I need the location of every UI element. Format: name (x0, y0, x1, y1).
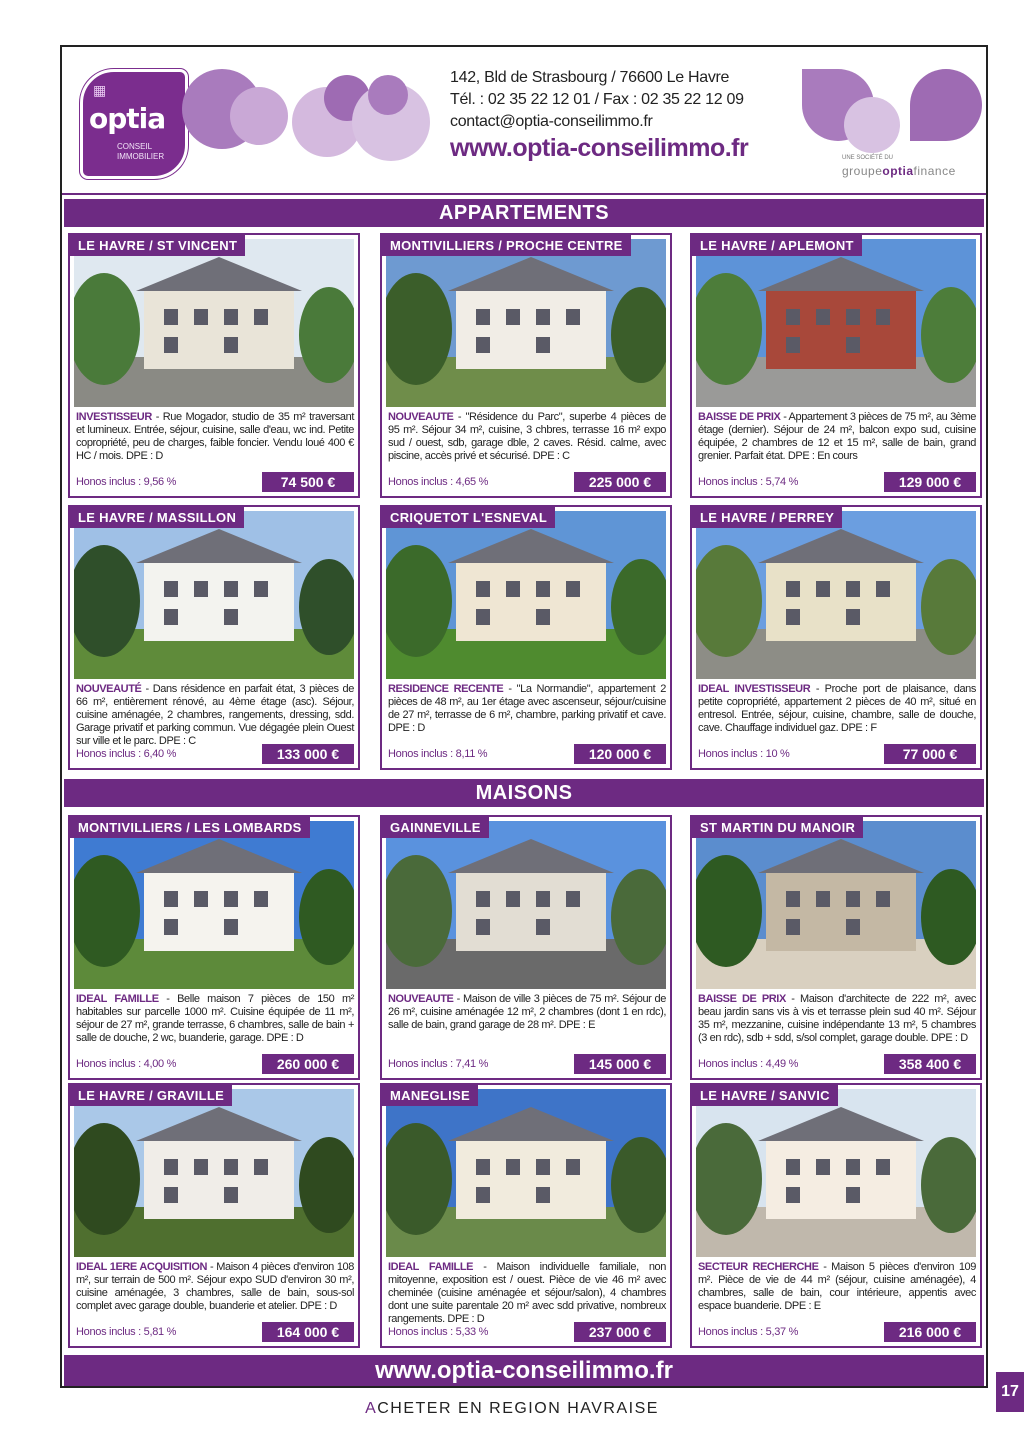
property-photo[interactable] (386, 511, 666, 679)
honos-label: Honos inclus : 7,41 % (388, 1058, 489, 1070)
property-photo[interactable] (74, 1089, 354, 1257)
listing-description (388, 683, 666, 735)
honos-label: Honos inclus : 4,65 % (388, 476, 489, 488)
listing-description (76, 683, 354, 748)
listing-keyword: NOUVEAUTE (388, 411, 454, 423)
listing-card[interactable] (68, 505, 360, 770)
footer-tagline: ACHETER EN REGION HAVRAISE (365, 1400, 659, 1417)
honos-label: Honos inclus : 5,74 % (698, 476, 799, 488)
listing-keyword: NOUVEAUTÉ (76, 683, 142, 695)
property-photo[interactable] (386, 1089, 666, 1257)
price-badge: 120 000 € (574, 744, 666, 764)
honos-label: Honos inclus : 10 % (698, 748, 790, 760)
price-badge: 74 500 € (262, 472, 354, 492)
listing-description (388, 411, 666, 463)
price-badge: 77 000 € (884, 744, 976, 764)
honos-label: Honos inclus : 5,37 % (698, 1326, 799, 1338)
listing-text: - "La Normandie", appartement 2 pièces de 48 m², au 1er étage avec ascenseur, séjour/cuisine de 27 m², terrasse de 6 m², chambre, parking privatif et cave. DPE : D (388, 683, 666, 734)
listing-keyword: BAISSE DE PRIX (698, 993, 786, 1005)
group-line2: groupeoptiafinance (842, 164, 956, 178)
location-label: GAINNEVILLE (382, 817, 489, 838)
listing-keyword: IDEAL FAMILLE (76, 993, 159, 1005)
listing-card[interactable] (380, 233, 672, 498)
property-photo[interactable] (74, 821, 354, 989)
honos-label: Honos inclus : 5,33 % (388, 1326, 489, 1338)
listing-text: - Maison d'architecte de 222 m², avec beau jardin sans vis à vis et terrasse plein sud 40 m². Séjour 35 m², mezzanine, cuisine indépendante 13 m², 5 chambres (3 en rdc), sdb + sdd, s/sol complet, garage double. DPE : D (698, 993, 977, 1044)
listing-text: - Proche port de plaisance, dans petite copropriété, appartement 2 pièces de 40 m², situé en entresol. Entrée, séjour, cuisine, chambre, salle de douche, cave. Chauffage individuel gaz. DPE : F (698, 683, 976, 734)
listing-card[interactable] (380, 815, 672, 1080)
location-label: LE HAVRE / GRAVILLE (70, 1085, 232, 1106)
location-label: CRIQUETOT L'ESNEVAL (382, 507, 555, 528)
location-label: MONTIVILLIERS / PROCHE CENTRE (382, 235, 631, 256)
listing-text: - Maison individuelle familiale, non mitoyenne, exposition est / ouest. Pièce de vie 46 m² avec cheminée (cuisine aménagée et séjour/salon), 4 chambres dont une suite parentale 20 m² avec sdd privative, nombreux rangements. DPE : D (388, 1261, 666, 1325)
listing-keyword: IDEAL 1ERE ACQUISITION (76, 1261, 208, 1273)
listing-description (698, 1261, 976, 1313)
listing-card[interactable] (690, 233, 982, 498)
page-frame (60, 45, 988, 1388)
location-label: LE HAVRE / PERREY (692, 507, 842, 528)
price-badge: 216 000 € (884, 1322, 976, 1342)
listing-text: - Belle maison 7 pièces de 150 m² habitables sur parcelle 1000 m². Cuisine équipée de 11 m², séjour de 27 m², grande terrasse, 6 chambres, salle de bain + salle de douche, 2 wc, buanderie, garage. DPE : D (76, 993, 354, 1044)
listing-keyword: IDEAL INVESTISSEUR (698, 683, 811, 695)
listing-keyword: IDEAL FAMILLE (388, 1261, 474, 1273)
listing-text: - Maison 4 pièces d'environ 108 m², sur terrain de 500 m². Séjour expo SUD d'environ 30 m², cuisine aménagée, 3 chambres, salle de bain, sous-sol complet avec garage double, buanderie et atelier. DPE : D (76, 1261, 354, 1312)
property-photo[interactable] (696, 1089, 976, 1257)
grid-icon: ▦ (93, 82, 109, 98)
location-label: LE HAVRE / ST VINCENT (70, 235, 245, 256)
header (62, 47, 986, 195)
contact-block (450, 67, 790, 162)
listing-keyword: SECTEUR RECHERCHE (698, 1261, 819, 1273)
location-label: LE HAVRE / MASSILLON (70, 507, 244, 528)
property-photo[interactable] (74, 239, 354, 407)
section-appartements: APPARTEMENTS (64, 199, 984, 227)
property-photo[interactable] (386, 821, 666, 989)
listing-description (698, 683, 976, 735)
honos-label: Honos inclus : 6,40 % (76, 748, 177, 760)
honos-label: Honos inclus : 8,11 % (388, 748, 488, 760)
email[interactable]: contact@optia-conseilimmo.fr (450, 113, 653, 130)
listing-description (698, 411, 976, 463)
price-badge: 225 000 € (574, 472, 666, 492)
listing-card[interactable] (68, 1083, 360, 1348)
listing-text: - Maison de ville 3 pièces de 75 m². Séjour de 26 m², cuisine aménagée 12 m², 2 chambres (dont 1 en rdc), salle de bain, grand garage de 28 m². DPE : E (388, 993, 666, 1031)
location-label: LE HAVRE / SANVIC (692, 1085, 838, 1106)
honos-label: Honos inclus : 4,49 % (698, 1058, 799, 1070)
location-label: MONTIVILLIERS / LES LOMBARDS (70, 817, 310, 838)
listing-card[interactable] (690, 1083, 982, 1348)
group-line1: UNE SOCIÉTÉ DU (842, 155, 894, 161)
listing-card[interactable] (690, 505, 982, 770)
footer-website-bar[interactable]: www.optia-conseilimmo.fr (64, 1355, 984, 1386)
property-photo[interactable] (74, 511, 354, 679)
listing-card[interactable] (68, 815, 360, 1080)
listing-keyword: INVESTISSEUR (76, 411, 152, 423)
listing-card[interactable] (380, 1083, 672, 1348)
groupe-optia-finance (802, 69, 982, 189)
address: 142, Bld de Strasbourg / 76600 Le Havre (450, 69, 730, 86)
listing-description (76, 411, 354, 463)
page-number: 17 (996, 1372, 1024, 1412)
optia-logo[interactable] (80, 69, 188, 179)
listing-description (76, 1261, 354, 1313)
location-label: LE HAVRE / APLEMONT (692, 235, 862, 256)
listing-keyword: RESIDENCE RECENTE (388, 683, 504, 695)
honos-label: Honos inclus : 5,81 % (76, 1326, 177, 1338)
listing-keyword: NOUVEAUTE (388, 993, 454, 1005)
phone-fax[interactable]: Tél. : 02 35 22 12 01 / Fax : 02 35 22 12 09 (450, 91, 744, 108)
listing-text: - Dans résidence en parfait état, 3 pièces de 66 m², entièrement rénové, au 4ème étage (asc). Séjour, cuisine aménagée, 2 chambres, rangements, dressing, sdd. Garage privatif et parking commun. Vue dégagée plein Ouest sur ville et le parc. DPE : C (76, 683, 354, 747)
price-badge: 145 000 € (574, 1054, 666, 1074)
price-badge: 358 400 € (884, 1054, 976, 1074)
listing-text: - Appartement 3 pièces de 75 m², au 3ème étage (dernier). Séjour de 24 m², balcon expo sud, cuisine équipée, 2 chambres de 12 et 15 m², salle de bain, grand grenier. Parfait état. DPE : En cours (698, 411, 976, 462)
logo-line2: IMMOBILIER (117, 152, 165, 161)
website-link[interactable]: www.optia-conseilimmo.fr (450, 134, 749, 162)
listing-description (76, 993, 354, 1045)
listing-card[interactable] (690, 815, 982, 1080)
logo-brand: optia (89, 102, 166, 135)
property-photo[interactable] (696, 821, 976, 989)
listing-card[interactable] (380, 505, 672, 770)
property-photo[interactable] (386, 239, 666, 407)
price-badge: 164 000 € (262, 1322, 354, 1342)
property-photo[interactable] (696, 239, 976, 407)
price-badge: 237 000 € (574, 1322, 666, 1342)
listing-text: - Maison 5 pièces d'environ 109 m². Pièce de vie de 44 m² (séjour, cuisine aménagée), 4 chambres, salle de bain, cour intérieure, appentis avec espace buanderie. DPE : E (698, 1261, 976, 1312)
price-badge: 129 000 € (884, 472, 976, 492)
listing-description (388, 993, 666, 1032)
listing-text: - "Résidence du Parc", superbe 4 pièces de 95 m². Séjour 34 m², cuisine, 3 chbres, terrasse 16 m² expo sud / ouest, sdb, garage dble, 2 caves. Résid. calme, avec piscine, accès privé et sécurisé. DPE : C (388, 411, 666, 462)
listing-description (388, 1261, 666, 1326)
honos-label: Honos inclus : 9,56 % (76, 476, 177, 488)
listing-description (698, 993, 976, 1045)
location-label: MANEGLISE (382, 1085, 478, 1106)
listing-card[interactable] (68, 233, 360, 498)
property-photo[interactable] (696, 511, 976, 679)
section-maisons: MAISONS (64, 779, 984, 807)
location-label: ST MARTIN DU MANOIR (692, 817, 863, 838)
logo-line1: CONSEIL (117, 142, 153, 151)
price-badge: 133 000 € (262, 744, 354, 764)
listing-text: - Rue Mogador, studio de 35 m² traversant et lumineux. Entrée, séjour, cuisine, salle d'eau, wc ind. Petite copropriété, peu de charges, faible foncier. Vendu loué 400 € HC / mois. DPE : D (76, 411, 354, 462)
listing-keyword: BAISSE DE PRIX (698, 411, 781, 423)
honos-label: Honos inclus : 4,00 % (76, 1058, 177, 1070)
price-badge: 260 000 € (262, 1054, 354, 1074)
